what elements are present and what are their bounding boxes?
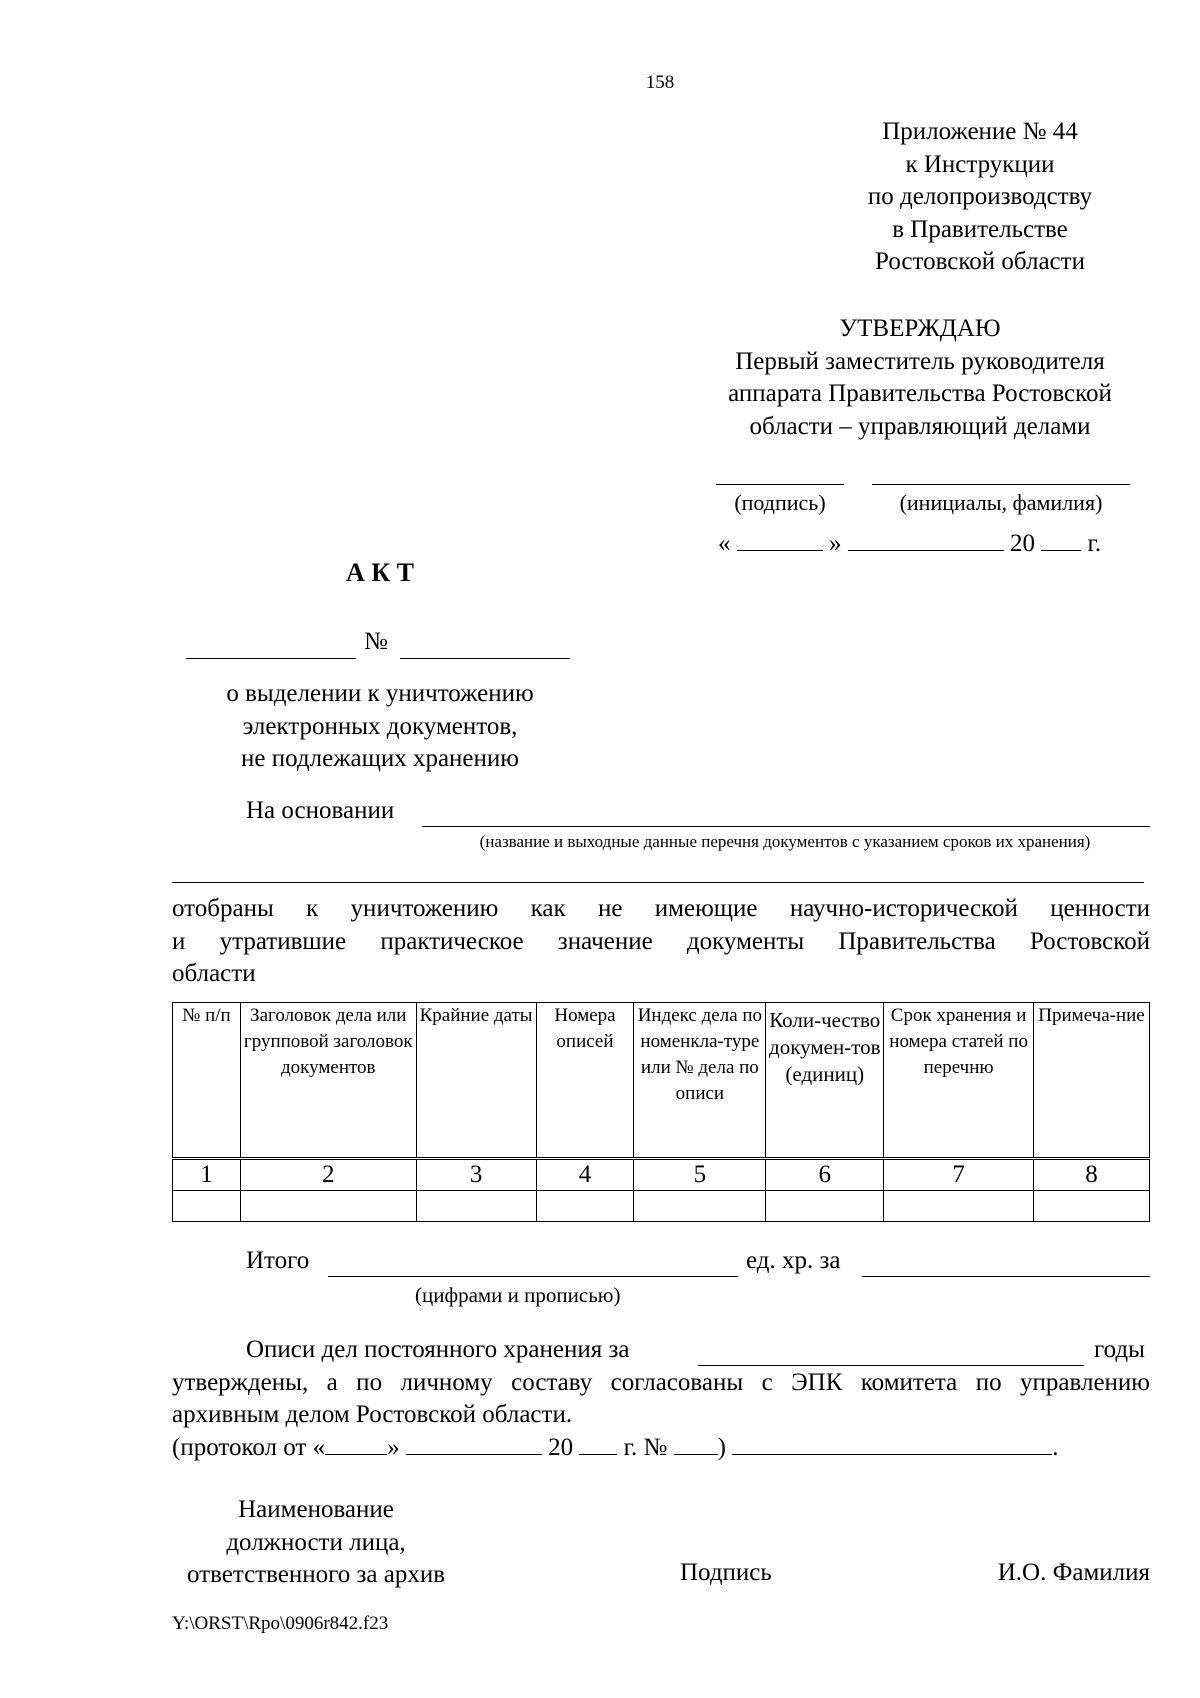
date-close-quote: » bbox=[829, 530, 842, 557]
table-number-cell: 3 bbox=[416, 1159, 536, 1191]
date-open-quote: « bbox=[718, 530, 731, 557]
protocol-month-blank bbox=[406, 1453, 542, 1455]
basis-text-line1: отобраны к уничтожению как не имеющие научно-исторической ценности bbox=[172, 895, 1150, 922]
appendix-line4: в Правительстве bbox=[892, 215, 1068, 243]
table-cell bbox=[240, 1191, 416, 1222]
date-year-prefix: 20 bbox=[1010, 530, 1035, 557]
appendix-line3: по делопроизводству bbox=[867, 183, 1093, 210]
basis-blank-2 bbox=[172, 882, 1144, 883]
table-number-cell: 5 bbox=[634, 1159, 766, 1191]
table-cell bbox=[1034, 1191, 1150, 1222]
basis-label: На основании bbox=[246, 797, 395, 824]
inventory-line2: утверждены, а по личному составу согласованы с ЭПК комитета по управлению bbox=[172, 1369, 1150, 1396]
inventory-line1-start: Описи дел постоянного хранения за bbox=[246, 1336, 630, 1363]
date-year-blank bbox=[1041, 549, 1081, 551]
signature-sign: Подпись bbox=[680, 1559, 772, 1586]
table-number-cell: 2 bbox=[240, 1159, 416, 1191]
act-subject bbox=[180, 678, 580, 776]
table-cell bbox=[884, 1191, 1034, 1222]
protocol-number-blank bbox=[674, 1453, 718, 1455]
act-title: А К Т bbox=[346, 558, 414, 587]
protocol-open: (протокол от « bbox=[172, 1434, 326, 1461]
act-number-blank bbox=[400, 658, 570, 659]
protocol-day-blank bbox=[325, 1453, 387, 1455]
table-cell bbox=[766, 1191, 884, 1222]
approval-signature-caption: (подпись) bbox=[734, 490, 826, 515]
footer-file-path: Y:\ORST\Rpo\0906r842.f23 bbox=[172, 1613, 389, 1634]
act-number-sign: № bbox=[364, 628, 388, 655]
table-header-cell: Примеча-ние bbox=[1034, 1003, 1150, 1159]
appendix-line5: Ростовской области bbox=[875, 248, 1085, 275]
table-row bbox=[173, 1191, 1150, 1222]
documents-table bbox=[172, 1002, 1150, 1222]
appendix-block bbox=[830, 116, 1130, 279]
signature-position-line3: ответственного за архив bbox=[187, 1561, 445, 1588]
table-header-cell: Крайние даты bbox=[416, 1003, 536, 1159]
approval-line2: аппарата Правительства Ростовской bbox=[728, 380, 1112, 407]
approval-name-caption: (инициалы, фамилия) bbox=[899, 490, 1103, 515]
protocol-year: 20 bbox=[548, 1434, 574, 1461]
protocol-end: . bbox=[1052, 1434, 1059, 1461]
appendix-line1: Приложение № 44 bbox=[882, 118, 1078, 145]
signature-name: И.О. Фамилия bbox=[997, 1559, 1150, 1586]
table-header-cell: Заголовок дела или групповой заголовок документов bbox=[240, 1003, 416, 1159]
table-number-cell: 4 bbox=[536, 1159, 634, 1191]
signature-position bbox=[172, 1494, 460, 1592]
date-day-blank bbox=[737, 549, 823, 551]
date-year-suffix: г. bbox=[1087, 530, 1102, 557]
basis-caption: (название и выходные данные перечня документов с указанием сроков их хранения) bbox=[479, 832, 1091, 851]
total-label: Итого bbox=[246, 1247, 310, 1274]
table-number-cell: 6 bbox=[766, 1159, 884, 1191]
approval-signature-line bbox=[716, 484, 844, 485]
table-number-row bbox=[173, 1159, 1150, 1191]
act-subject-line1: о выделении к уничтожению bbox=[226, 680, 534, 707]
table-cell bbox=[536, 1191, 634, 1222]
table-number-cell: 7 bbox=[884, 1159, 1034, 1191]
table-number-cell: 8 bbox=[1034, 1159, 1150, 1191]
date-month-blank bbox=[848, 549, 1004, 551]
basis-text-line2: и утратившие практическое значение документы Правительства Ростовской bbox=[172, 927, 1150, 955]
page-number: 158 bbox=[645, 72, 675, 93]
total-period-blank bbox=[862, 1276, 1150, 1277]
inventory-years-blank bbox=[698, 1365, 1084, 1366]
table-header-cell: Коли-чество докумен-тов (единиц) bbox=[766, 1003, 884, 1159]
protocol-year-blank bbox=[579, 1453, 617, 1455]
approval-date bbox=[718, 530, 1138, 558]
approval-title: УТВЕРЖДАЮ bbox=[839, 315, 1001, 342]
total-count-blank bbox=[328, 1276, 738, 1277]
act-subject-line3: не подлежащих хранению bbox=[241, 745, 519, 772]
protocol-line bbox=[172, 1434, 1162, 1462]
table-cell bbox=[416, 1191, 536, 1222]
inventory-line3: архивным делом Ростовской области. bbox=[172, 1401, 573, 1428]
protocol-close: ) bbox=[717, 1434, 726, 1461]
appendix-line2: к Инструкции bbox=[905, 150, 1055, 178]
protocol-g: г. № bbox=[623, 1434, 668, 1461]
approval-line1: Первый заместитель руководителя bbox=[735, 347, 1105, 375]
table-cell bbox=[634, 1191, 766, 1222]
protocol-extra-blank bbox=[732, 1453, 1052, 1455]
table-header-cell: Номера описей bbox=[536, 1003, 634, 1159]
basis-text bbox=[172, 893, 1150, 991]
signature-position-line2: должности лица, bbox=[226, 1528, 406, 1556]
approval-block bbox=[680, 313, 1160, 443]
table-header-cell: Срок хранения и номера статей по перечню bbox=[884, 1003, 1034, 1159]
table-header-cell: № п/п bbox=[173, 1003, 241, 1159]
inventory-line1-end: годы bbox=[1094, 1336, 1145, 1363]
table-header-cell: Индекс дела по номенкла-туре или № дела по описи bbox=[634, 1003, 766, 1159]
table-header-row bbox=[173, 1003, 1150, 1159]
protocol-quote: » bbox=[387, 1434, 400, 1461]
total-caption: (цифрами и прописью) bbox=[415, 1283, 621, 1307]
total-units: ед. хр. за bbox=[746, 1247, 841, 1274]
table-number-cell: 1 bbox=[173, 1159, 241, 1191]
approval-line3: области – управляющий делами bbox=[749, 412, 1091, 440]
act-subject-line2: электронных документов, bbox=[242, 712, 518, 740]
act-date-blank bbox=[186, 658, 356, 659]
basis-blank bbox=[422, 826, 1150, 827]
approval-name-line bbox=[872, 484, 1130, 485]
signature-position-line1: Наименование bbox=[238, 1496, 394, 1523]
basis-text-line3: области bbox=[172, 960, 256, 987]
table-cell bbox=[173, 1191, 241, 1222]
